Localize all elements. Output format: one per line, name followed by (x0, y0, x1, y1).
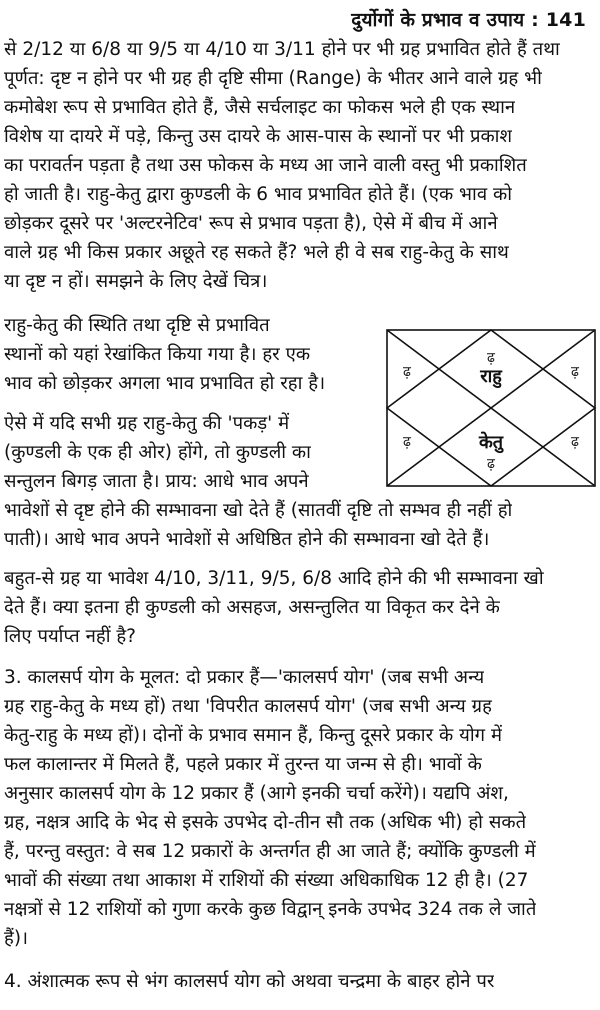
text-line-6: हो जाती है। राहु-केतु द्वारा कुण्डली के 6 भाव प्रभावित होते हैं। (एक भाव को (4, 184, 513, 205)
text-line-12: भाव को छोड़कर अगला भाव प्रभावित हो रहा है। (4, 373, 326, 394)
text-line-31: 4. अंशात्मक रूप से भंग कालसर्प योग को अथवा चन्द्रमा के बाहर होने पर (4, 971, 495, 992)
ketu-mark: ढ़ (487, 456, 495, 472)
text-line-14: (कुण्डली के एक ही ओर) होंगे, तो कुण्डली का (4, 442, 311, 463)
text-line-23: केतु-राहु के मध्य हों)। दोनों के प्रभाव समान हैं, किन्तु दूसरे प्रकार के योग में (4, 725, 503, 746)
text-line-16: भावेशों से दृष्ट होने की सम्भावना खो देते हैं (सातवीं दृष्टि तो सम्भव ही नहीं हो (4, 500, 513, 521)
text-line-22: ग्रह राहु-केतु के मध्य हों) तथा 'विपरीत कालसर्प योग' (जब सभी अन्य ग्रह (4, 696, 492, 717)
text-line-4: विशेष या दायरे में पड़े, किन्तु उस दायरे के आस-पास के स्थानों पर भी प्रकाश (4, 126, 513, 147)
text-line-19: देते हैं। क्या इतना ही कुण्डली को असहज, असन्तुलित या विकृत कर देने के (4, 597, 500, 618)
text-line-9: या दृष्ट न हों। समझने के लिए देखें चित्र। (4, 271, 268, 292)
text-line-2: पूर्णत: दृष्ट न होने पर भी ग्रह ही दृष्टि सीमा (Range) के भीतर आने वाले ग्रह भी (4, 68, 542, 89)
rahu-label: राहु (480, 366, 502, 387)
left-top-mark: ढ़ (403, 364, 411, 380)
page-header: दुर्योगों के प्रभाव व उपाय : 141 (351, 9, 586, 31)
text-line-7: छोड़कर दूसरे पर 'अल्टरनेटिव' रूप से प्रभाव पड़ता है), ऐसे में बीच में आने (4, 213, 498, 234)
text-line-10: राहु-केतु की स्थिति तथा दृष्टि से प्रभावित (4, 315, 270, 336)
text-line-21: 3. कालसर्प योग के मूलत: दो प्रकार हैं—'कालसर्प योग' (जब सभी अन्य (4, 667, 485, 688)
rahu-mark: ढ़ (487, 350, 495, 366)
text-line-5: का परावर्तन पड़ता है तथा उस फोकस के मध्य आ जाने वाली वस्तु भी प्रकाशित (4, 155, 527, 176)
text-line-15: सन्तुलन बिगड़ जाता है। प्राय: आधे भाव अपने (4, 471, 309, 492)
right-bottom-mark: ढ़ (571, 434, 579, 450)
text-line-29: नक्षत्रों से 12 राशियों को गुणा करके कुछ विद्वान् इनके उपभेद 324 तक ले जाते (4, 899, 537, 920)
text-line-1: से 2/12 या 6/8 या 9/5 या 4/10 या 3/11 होने पर भी ग्रह प्रभावित होते हैं तथा (4, 39, 560, 60)
text-line-27: हैं, परन्तु वस्तुत: वे सब 12 प्रकारों के अन्तर्गत ही आ जाते हैं; क्योंकि कुण्डली में (4, 841, 536, 862)
left-bottom-mark: ढ़ (403, 434, 411, 450)
text-line-3: कमोबेश रूप से प्रभावित होते हैं, जैसे सर्चलाइट का फोकस भले ही एक स्थान (4, 97, 516, 118)
ketu-label: केतु (478, 432, 504, 453)
text-line-25: अनुसार कालसर्प योग के 12 प्रकार हैं (आगे इनकी चर्चा करेंगे)। यद्यपि अंश, (4, 783, 509, 804)
text-line-30: हैं)। (4, 928, 29, 949)
right-top-mark: ढ़ (571, 364, 579, 380)
text-line-26: ग्रह, नक्षत्र आदि के भेद से इसके उपभेद दो-तीन सौ तक (अधिक भी) हो सकते (4, 812, 527, 833)
kundali-diagram (385, 328, 597, 488)
text-line-20: लिए पर्याप्त नहीं है? (4, 626, 137, 647)
text-line-11: स्थानों को यहां रेखांकित किया गया है। हर एक (4, 344, 311, 365)
text-line-28: भावों की संख्या तथा आकाश में राशियों की संख्या अधिकाधिक 12 ही है। (27 (4, 870, 529, 891)
text-line-24: फल कालान्तर में मिलते हैं, पहले प्रकार में तुरन्त या जन्म से ही। भावों के (4, 754, 482, 775)
text-line-13: ऐसे में यदि सभी ग्रह राहु-केतु की 'पकड़' में (4, 413, 290, 434)
text-line-18: बहुत-से ग्रह या भावेश 4/10, 3/11, 9/5, 6/8 आदि होने की भी सम्भावना खो (4, 568, 544, 589)
text-line-8: वाले ग्रह भी किस प्रकार अछूते रह सकते हैं? भले ही वे सब राहु-केतु के साथ (4, 242, 509, 263)
kundali-svg (385, 328, 597, 488)
text-line-17: पाती)। आधे भाव अपने भावेशों से अधिष्ठित होने की सम्भावना खो देते हैं। (4, 529, 490, 550)
